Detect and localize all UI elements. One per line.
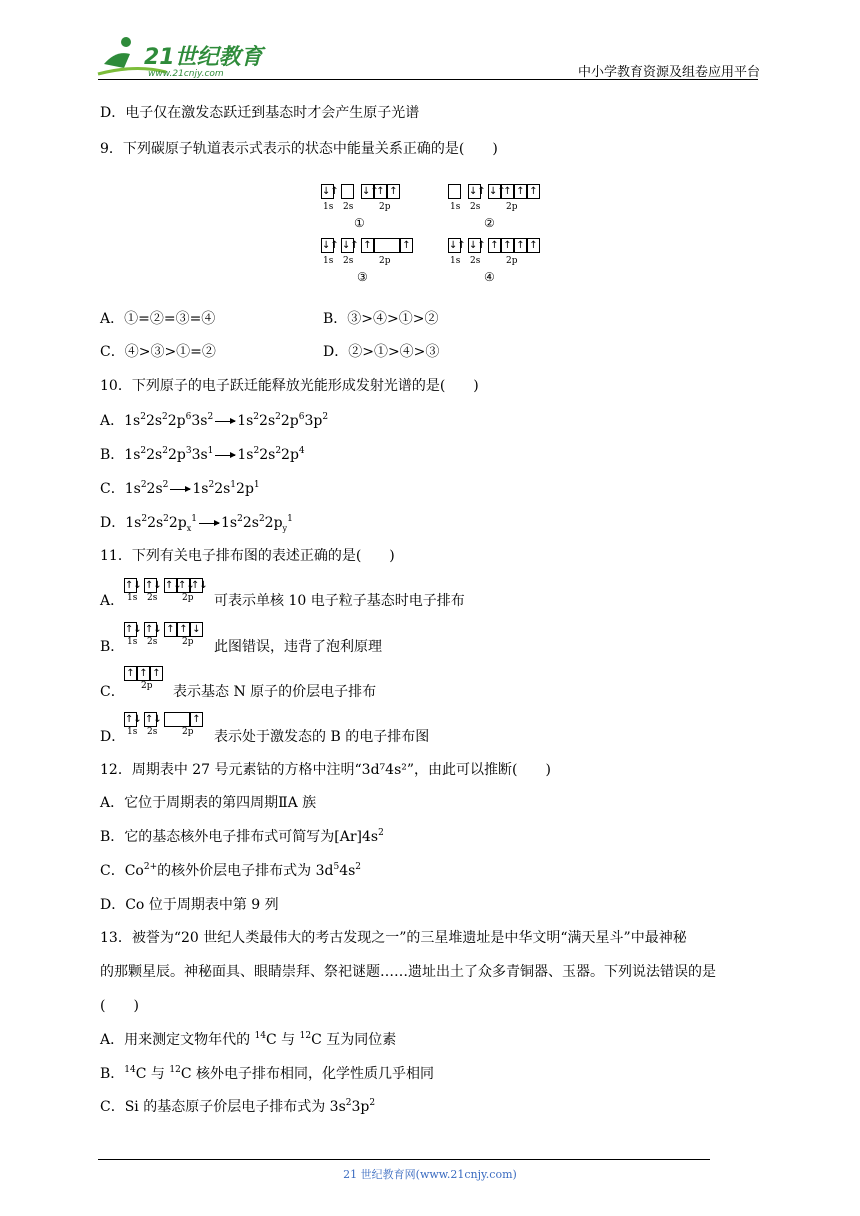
footer-source: 21 世纪教育网(www.21cnjy.com) <box>343 1168 517 1181</box>
q10-option-a: A．$1s^22s^22p^63s^2$ $1s^22s^22p^63p^2$ <box>100 412 329 429</box>
q11-option-b: 此图错误，违背了泡利原理 <box>214 639 382 655</box>
q9-option-b: B．③>④>①>② <box>323 311 439 327</box>
q13-stem-line1: 13．被誉为“20 世纪人类最伟大的考古发现之一”的三星堆遗址是中华文明“满天星斗”中最神秘 <box>100 930 687 946</box>
q12-option-b: B．它的基态核外电子排布式可简写为$[Ar]4s^2$ <box>100 828 384 845</box>
q11-option-d: 表示处于激发态的 B 的电子排布图 <box>214 729 430 745</box>
q13-option-a: A．用来测定文物年代的 $^{14}$C 与 $^{12}$C 互为同位素 <box>100 1031 397 1048</box>
header-divider <box>98 79 758 80</box>
q11-option-a: 可表示单核 10 电子粒子基态时电子排布 <box>214 593 465 609</box>
q12-stem: 12．周期表中 27 号元素钴的方格中注明“3d⁷4s²”，由此可以推断( ) <box>100 762 551 778</box>
q11-option-c: 表示基态 N 原子的价层电子排布 <box>173 684 377 700</box>
q13-option-c: C．Si 的基态原子价层电子排布式为 $3s^23p^2$ <box>100 1098 376 1115</box>
q9-option-c: C．④>③>①=② <box>100 344 216 360</box>
q11-stem: 11．下列有关电子排布图的表述正确的是( ) <box>100 548 395 564</box>
svg-text:21世纪教育: 21世纪教育 <box>144 45 263 70</box>
q10-option-c: C．$1s^22s^2$ $1s^22s^12p^1$ <box>100 480 260 497</box>
q10-option-d: D．$1s^22s^22p_x^1$ $1s^22s^22p_y^1$ <box>100 514 293 533</box>
q9-option-a: A．①=②=③=④ <box>100 311 216 327</box>
q9-option-d: D．②>①>④>③ <box>323 344 440 360</box>
header-platform-name: 中小学教育资源及组卷应用平台 <box>577 65 760 80</box>
q11-option-b-letter: B． <box>100 639 125 655</box>
q9-stem: 9．下列碳原子轨道表示式表示的状态中能量关系正确的是( ) <box>100 141 498 157</box>
q13-stem-line3: ( ) <box>100 998 139 1014</box>
q13-option-b: B．$^{14}$C 与 $^{12}$C 核外电子排布相同，化学性质几乎相同 <box>100 1065 434 1082</box>
q12-option-a: A．它位于周期表的第四周期ⅡA 族 <box>100 795 317 811</box>
q11-option-d-letter: D． <box>100 729 126 745</box>
q10-stem: 10．下列原子的电子跃迁能释放光能形成发射光谱的是( ) <box>100 378 479 394</box>
q11-option-c-letter: C． <box>100 684 125 700</box>
svg-text:www.21cnjy.com: www.21cnjy.com <box>148 69 224 79</box>
q13-stem-line2: 的那颗星辰。神秘面具、眼睛崇拜、祭祀谜题……遗址出土了众多青铜器、玉器。下列说法错误的是 <box>100 964 716 980</box>
site-logo <box>96 34 266 80</box>
q10-option-b: B．$1s^22s^22p^33s^1$ $1s^22s^22p^4$ <box>100 446 305 463</box>
footer-divider <box>98 1159 710 1160</box>
q12-option-d: D．Co 位于周期表中第 9 列 <box>100 897 279 913</box>
q8-option-d: D．电子仅在激发态跃迁到基态时才会产生原子光谱 <box>100 105 420 121</box>
q11-option-a-letter: A． <box>100 593 125 609</box>
q12-option-c: C．$Co^{2+}$的核外价层电子排布式为 $3d^54s^2$ <box>100 862 362 879</box>
